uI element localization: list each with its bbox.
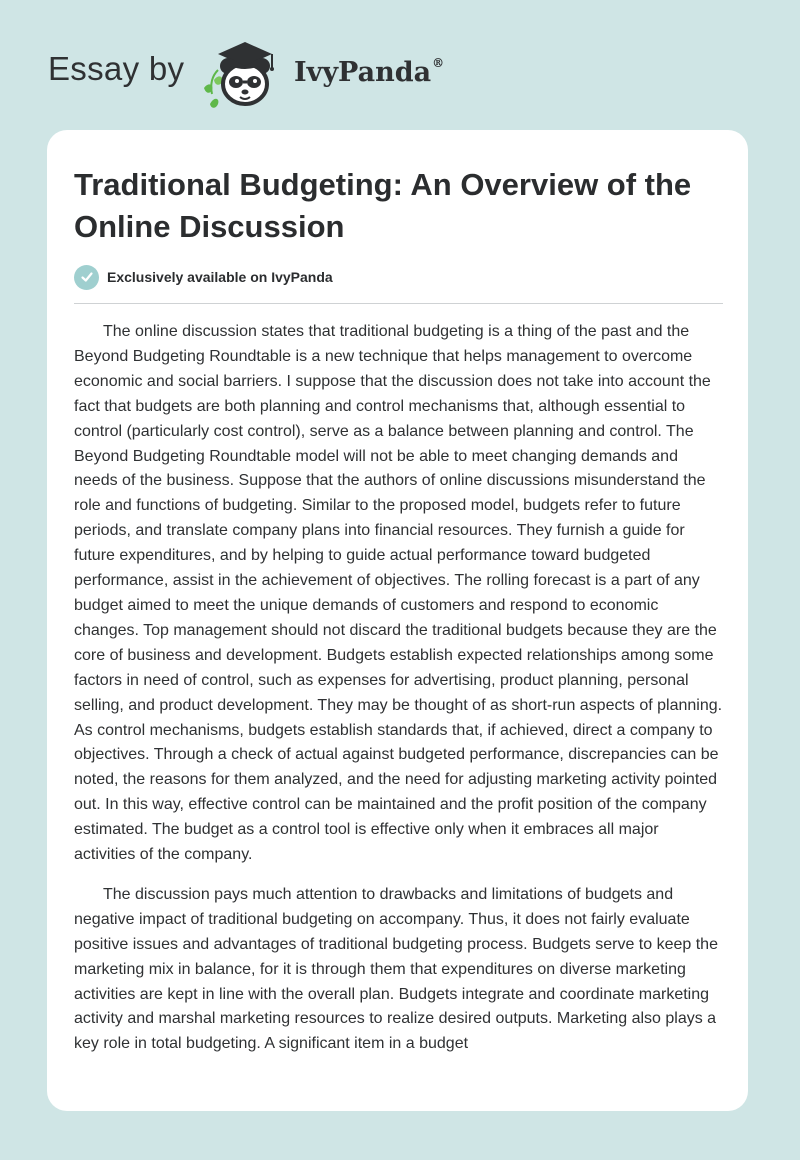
- essay-title: Traditional Budgeting: An Overview of the Online Discussion: [74, 167, 692, 244]
- checkmark-icon: [74, 265, 99, 290]
- paragraph: The online discussion states that traditional budgeting is a thing of the past and the Beyond Budgeting Roundtable is a new technique that helps management to overcome economic and social barriers. I suppose that the discussion does not take into account the fact that budgets are both planning and control mechanisms that, although essential to control (particularly cost control), serve as a balance between planning and control. The Beyond Budgeting Roundtable model will not be able to meet changing demands and needs of the business. Suppose that the authors of online discussions misunderstand the role and functions of budgeting. Similar to the proposed model, budgets refer to future periods, and translate company plans into financial resources. They furnish a guide for future expenditures, and by helping to guide actual performance toward budgeted performance, assist in the achievement of objectives. The rolling forecast is a part of any budget aimed to meet the unique demands of customers and respond to economic changes. Top management should not discard the traditional budgets because they are the core of business and development. Budgets establish expected relationships among some factors in need of control, such as expenses for advertising, product planning, personal selling, and product development. They may be thought of as short-run aspects of planning. As control mechanisms, budgets establish standards that, if achieved, direct a company to objectives. Through a check of actual against budgeted performance, discrepancies can be noted, the reasons for them analyzed, and the need for adjusting marketing activity pointed out. In this way, effective control can be maintained and the profit position of the company estimated. The budget as a control tool is effective only when it embraces all major activities of the company.: [74, 323, 723, 864]
- essay-body: [74, 320, 723, 1072]
- paragraph: The discussion pays much attention to drawbacks and limitations of budgets and negative impact of traditional budgeting on accompany. Thus, it does not fairly evaluate positive issues and advantages of traditional budgeting process. Budgets serve to keep the marketing mix in balance, for it is through them that expenditures on diverse marketing activities are kept in line with the overall plan. Budgets integrate and coordinate marketing activity and marshal marketing resources to realize desired outputs. Marketing also plays a key role in total budgeting. A significant item in a budget: [74, 885, 718, 1053]
- brand-name[interactable]: [294, 56, 444, 88]
- site-header: [0, 0, 800, 130]
- exclusive-badge: [74, 264, 333, 290]
- essay-by-label: Essay by: [48, 50, 185, 87]
- brand-text: IvyPanda: [294, 57, 432, 88]
- essay-card: [47, 130, 748, 1111]
- registered-mark: ®: [432, 56, 445, 70]
- panda-graduate-icon[interactable]: [200, 36, 290, 112]
- badge-label: Exclusively available on IvyPanda: [107, 269, 333, 285]
- divider: [74, 303, 723, 304]
